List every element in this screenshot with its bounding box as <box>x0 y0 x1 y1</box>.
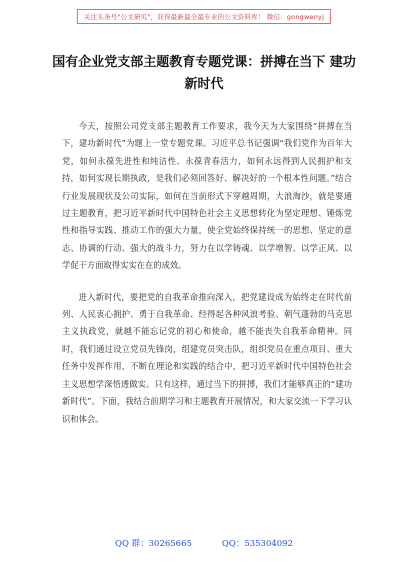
footer-contact <box>0 537 408 549</box>
document-title: 国有企业党支部主题教育专题党课：拼搏在当下 建功新时代 <box>52 55 356 92</box>
qq-number: QQ：535304092 <box>221 539 293 549</box>
paragraph: 进入新时代，要把党的自我革命推向深入，把党建设成为始终走在时代前列、人民衷心拥护、勇于自我革命、经得起各种风浪考验、朝气蓬勃的马克思主义执政党，就越不能忘记党的初心和使命，越不能丧失自我革命精神。同时，我们通过设立党员先锋岗，组建党员突击队，组织党员在重点项目、重大任务中发挥作用，不断在理论和实践的结合中，把习近平新时代中国特色社会主义思想学深悟透做实。只有这样，通过当下的拼搏，我们才能够真正的“建功新时代”。下面，我结合前期学习和主题教育开展情况，和大家交流一下学习认识和体会。 <box>62 291 352 424</box>
promo-banner: 关注头条号"公文研究"，获得最新最全最专业的公文资料库！ 微信：gongwenyj <box>77 9 331 24</box>
paragraph: 今天，按照公司党支部主题教育工作要求，我今天为大家围绕“拼搏在当下，建功新时代”为题上一堂专题党课。习近平总书记强调“我们党作为百年大党，如何永葆先进性和纯洁性、永葆青春活力，如何永远得到人民拥护和支持，如何实现长期执政，是我们必须回答好、解决好的一个根本性问题。”结合行业发展现状及公司实际，如何在当前形式下穿越周期，大浪淘沙，就是要通过主题教育，把习近平新时代中国特色社会主义思想转化为坚定理想、锤炼党性和指导实践、推动工作的强大力量，使全党始终保持统一的思想、坚定的意志、协调的行动、强大的战斗力，努力在以学铸魂、以学增智、以学正风、以学促干方面取得实实在在的成效。 <box>62 121 352 271</box>
qq-group-number: QQ 群：30265665 <box>114 539 192 549</box>
document-body <box>62 118 352 428</box>
